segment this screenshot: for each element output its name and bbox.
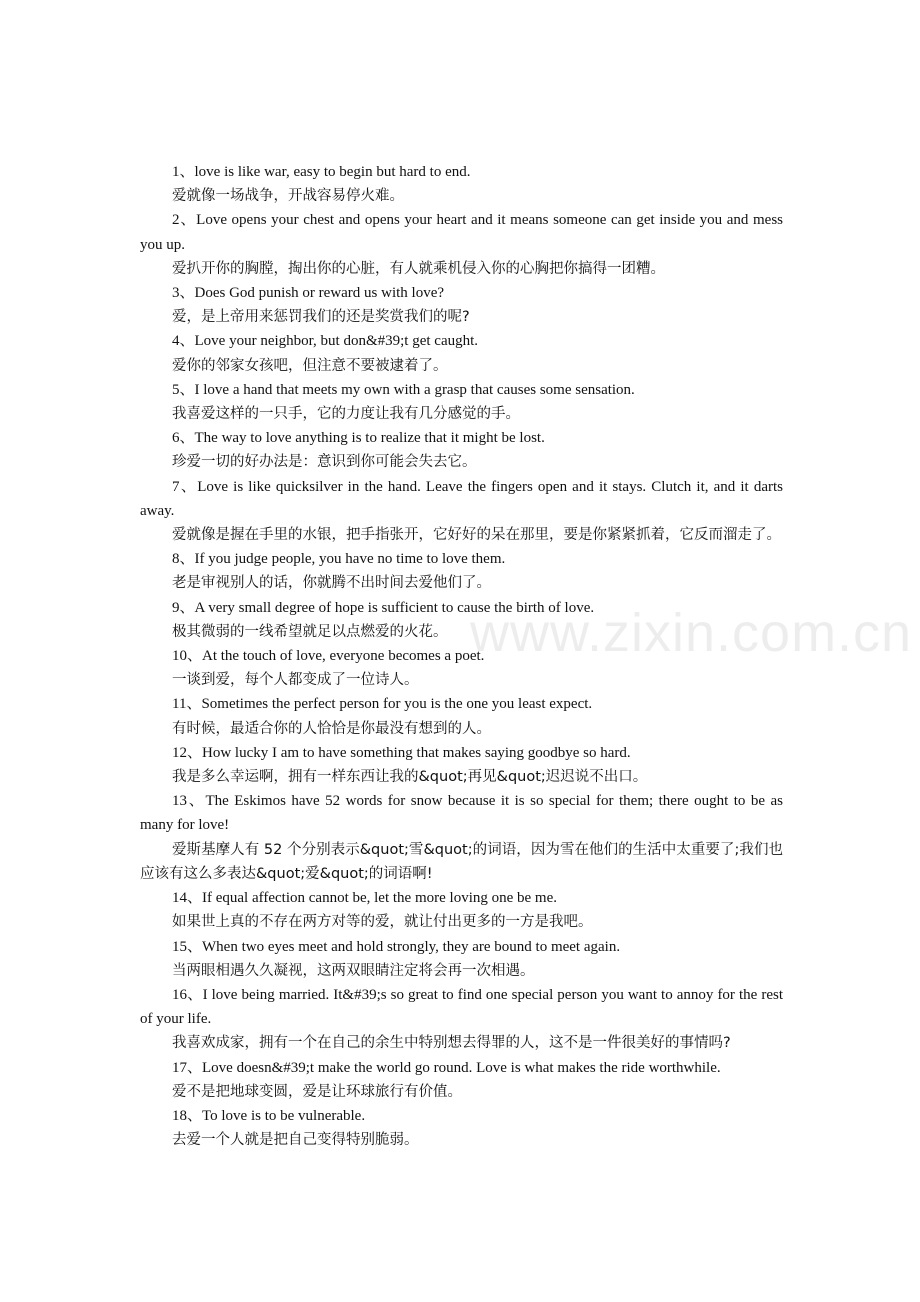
quote-chinese: 爱就像是握在手里的水银，把手指张开，它好好的呆在那里，要是你紧紧抓着，它反而溜走了。: [172, 527, 781, 544]
quote-english: 14、If equal affection cannot be, let the more loving one be me.: [172, 890, 558, 907]
quote-english: 12、How lucky I am to have something that makes saying goodbye so hard.: [172, 744, 631, 761]
quote-chinese: 老是审视别人的话，你就腾不出时间去爱他们了。: [172, 575, 491, 592]
quote-entry: [140, 789, 783, 886]
quote-chinese: 爱你的邻家女孩吧，但注意不要被逮着了。: [172, 357, 448, 374]
quote-chinese: 爱扒开你的胸膛，掏出你的心脏，有人就乘机侵入你的心胸把你搞得一团糟。: [172, 260, 665, 277]
quote-chinese: 我喜欢成家，拥有一个在自己的余生中特别想去得罪的人，这不是一件很美好的事情吗?: [172, 1035, 731, 1052]
quote-chinese: 当两眼相遇久久凝视，这两双眼睛注定将会再一次相遇。: [172, 962, 535, 979]
quote-chinese: 如果世上真的不存在两方对等的爱，就让付出更多的一方是我吧。: [172, 914, 593, 931]
quote-english: 9、A very small degree of hope is sufficient to cause the birth of love.: [172, 599, 595, 616]
quote-english: 15、When two eyes meet and hold strongly, they are bound to meet again.: [172, 938, 621, 955]
quote-chinese: 爱就像一场战争，开战容易停火难。: [172, 188, 404, 205]
quote-english: 13、The Eskimos have 52 words for snow because it is so special for them; there ought to be as many for love!: [140, 793, 783, 834]
quote-chinese: 去爱一个人就是把自己变得特别脆弱。: [172, 1132, 419, 1149]
quote-entry: [140, 208, 783, 281]
quote-english: 6、The way to love anything is to realize that it might be lost.: [172, 430, 545, 447]
quote-entry: [140, 1104, 783, 1152]
quote-entry: [140, 329, 783, 377]
quote-chinese: 我喜爱这样的一只手，它的力度让我有几分感觉的手。: [172, 406, 520, 423]
quote-entry: [140, 1056, 783, 1104]
document-body: [140, 160, 783, 1152]
quote-chinese: 爱斯基摩人有 52 个分别表示&quot;雪&quot;的词语，因为雪在他们的生活中太重要了;我们也应该有这么多表达&quot;爱&quot;的词语啊!: [140, 841, 783, 882]
quote-english: 8、If you judge people, you have no time to love them.: [172, 551, 506, 568]
quote-entry: [140, 475, 783, 548]
quote-chinese: 爱，是上帝用来惩罚我们的还是奖赏我们的呢?: [172, 309, 470, 326]
quote-entry: [140, 741, 783, 789]
quote-english: 16、I love being married. It&#39;s so great to find one special person you want to annoy for the rest of your life.: [140, 986, 783, 1028]
quote-chinese: 一谈到爱，每个人都变成了一位诗人。: [172, 672, 419, 689]
quote-chinese: 爱不是把地球变圆，爱是让环球旅行有价值。: [172, 1083, 462, 1100]
quote-entry: [140, 281, 783, 329]
quote-english: 3、Does God punish or reward us with love?: [172, 285, 445, 302]
quote-entry: [140, 378, 783, 426]
quote-chinese: 极其微弱的一线希望就足以点燃爱的火花。: [172, 623, 448, 640]
quote-english: 2、Love opens your chest and opens your heart and it means someone can get inside you and mess you up.: [140, 212, 783, 253]
quote-english: 4、Love your neighbor, but don&#39;t get caught.: [172, 333, 479, 350]
quote-entry: [140, 886, 783, 934]
quote-english: 10、At the touch of love, everyone becomes a poet.: [172, 648, 485, 665]
quote-entry: [140, 426, 783, 474]
quote-english: 7、Love is like quicksilver in the hand. Leave the fingers open and it stays. Clutch it, and it darts away.: [140, 478, 783, 519]
quote-entry: [140, 644, 783, 692]
watermark: www.zixin.com.cn: [470, 603, 913, 663]
quote-english: 1、love is like war, easy to begin but hard to end.: [172, 164, 471, 180]
quote-english: 17、Love doesn&#39;t make the world go round. Love is what makes the ride worthwhile.: [172, 1059, 721, 1076]
quote-chinese: 我是多么幸运啊，拥有一样东西让我的&quot;再见&quot;迟迟说不出口。: [172, 769, 648, 786]
quote-english: 11、Sometimes the perfect person for you is the one you least expect.: [172, 696, 593, 713]
quote-entry: [140, 935, 783, 983]
quote-chinese: 有时候，最适合你的人恰恰是你最没有想到的人。: [172, 720, 491, 737]
quote-entry: [140, 596, 783, 644]
quote-english: 5、I love a hand that meets my own with a grasp that causes some sensation.: [172, 381, 635, 398]
quote-entry: [140, 983, 783, 1056]
quote-entry: [140, 547, 783, 595]
quote-english: 18、To love is to be vulnerable.: [172, 1107, 366, 1124]
quote-chinese: 珍爱一切的好办法是：意识到你可能会失去它。: [172, 454, 477, 471]
quote-entry: [140, 692, 783, 740]
quote-entry: [140, 160, 783, 208]
